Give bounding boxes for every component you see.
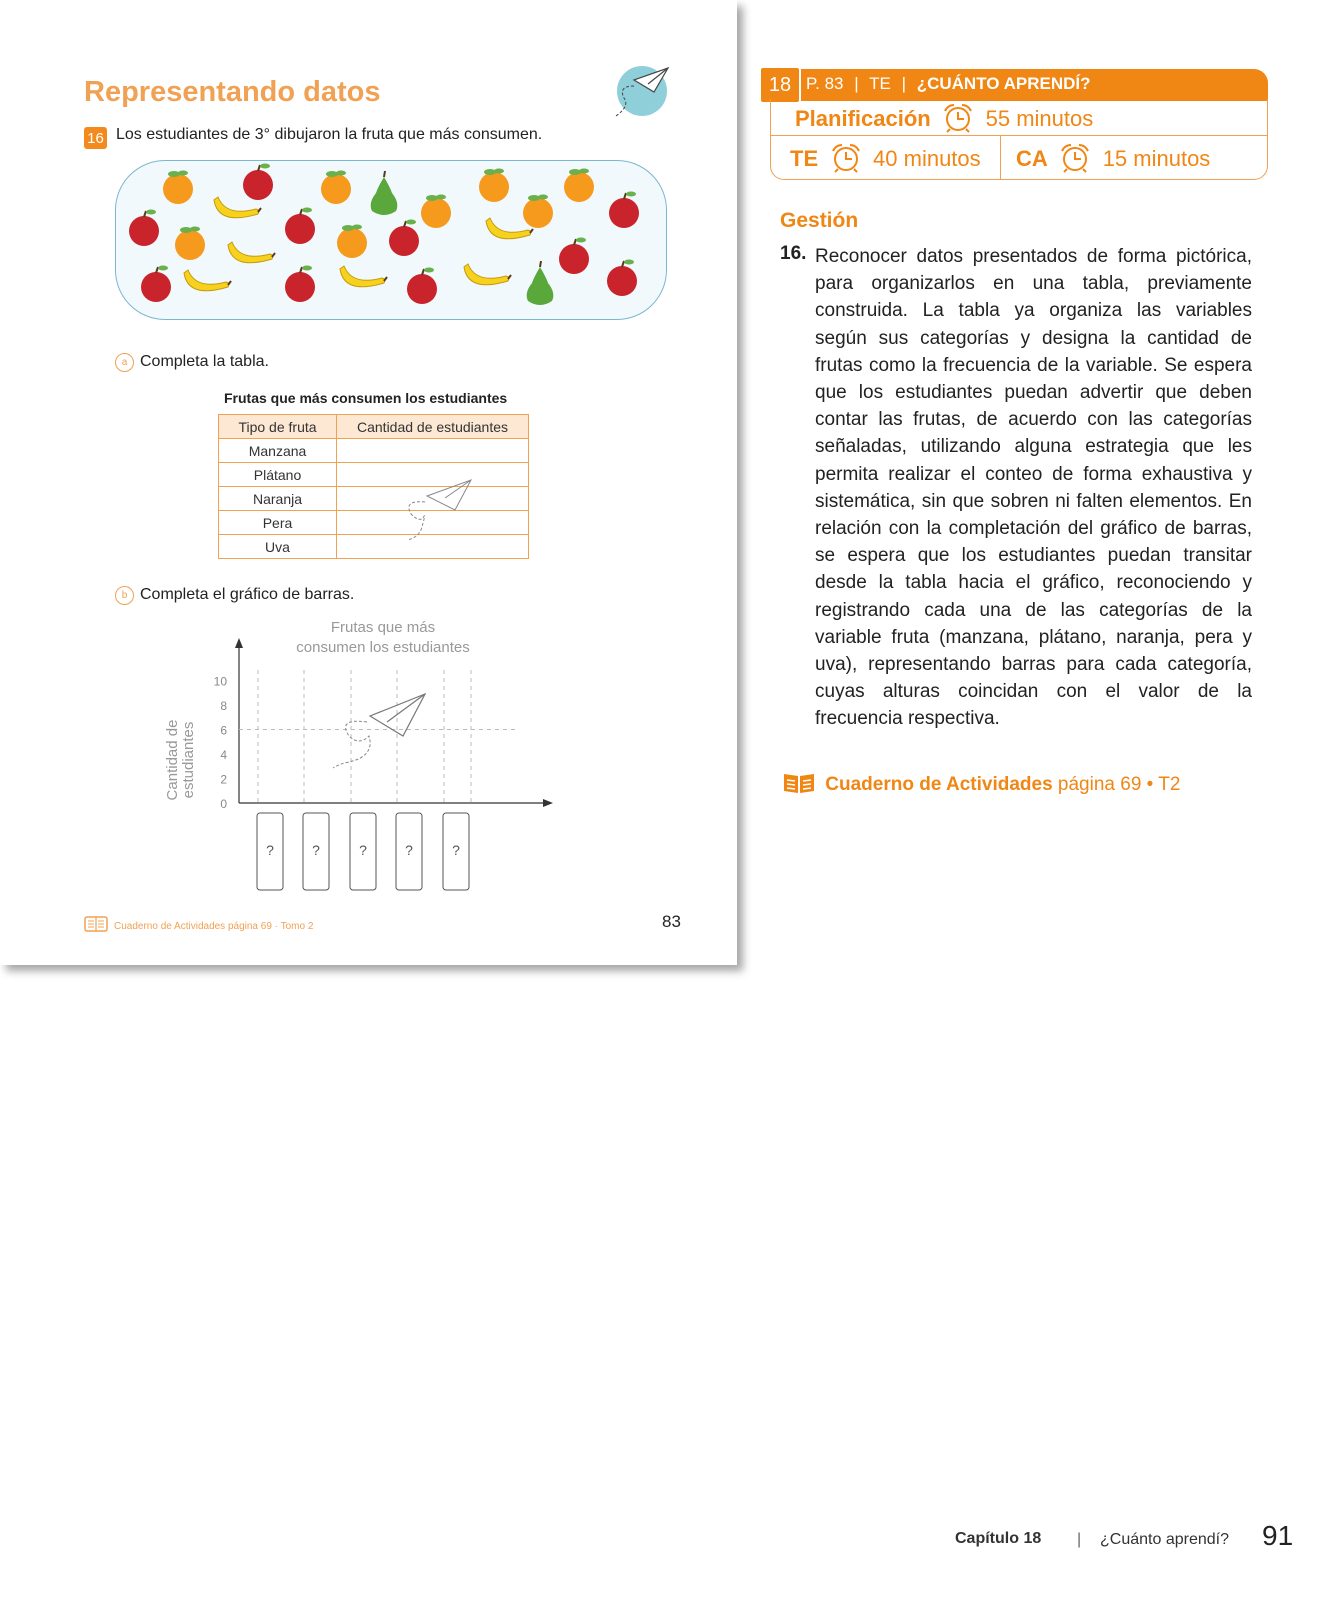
alarm-clock-icon bbox=[829, 143, 863, 173]
apple-icon bbox=[407, 268, 437, 305]
apple-icon bbox=[285, 208, 315, 245]
pear-icon bbox=[527, 261, 554, 305]
table-cell-fruit: Naranja bbox=[219, 487, 337, 511]
header-separator: | bbox=[901, 74, 906, 93]
header-title: ¿CUÁNTO APRENDÍ? bbox=[916, 74, 1091, 93]
orange-icon bbox=[523, 195, 553, 229]
chart-plane-trail bbox=[333, 721, 370, 768]
book-icon bbox=[84, 916, 108, 932]
planificacion-time: 55 minutos bbox=[985, 106, 1094, 131]
y-ticks bbox=[214, 675, 228, 812]
apple-icon bbox=[609, 192, 639, 229]
cuaderno-reference bbox=[782, 771, 1180, 796]
placeholder-mark: ? bbox=[452, 842, 460, 858]
y-tick-label: 4 bbox=[220, 748, 227, 762]
y-tick-label: 0 bbox=[220, 797, 227, 811]
table-cell-answer[interactable] bbox=[337, 439, 529, 463]
footer-subtitle: ¿Cuánto aprendí? bbox=[1100, 1531, 1229, 1548]
banana-icon bbox=[464, 264, 511, 285]
orange-icon bbox=[564, 169, 594, 203]
part-a-text: Completa la tabla. bbox=[140, 353, 269, 370]
placeholder-boxes bbox=[257, 813, 469, 890]
placeholder-mark: ? bbox=[359, 842, 367, 858]
apple-icon bbox=[141, 266, 171, 303]
chart-title-line2: consumen los estudiantes bbox=[296, 639, 470, 656]
y-tick-label: 8 bbox=[220, 699, 227, 713]
alarm-clock-icon bbox=[941, 103, 975, 133]
apple-icon bbox=[559, 238, 589, 275]
lesson-header-text bbox=[806, 74, 1091, 94]
open-book-icon bbox=[782, 771, 816, 795]
part-b-text: Completa el gráfico de barras. bbox=[140, 586, 355, 603]
planificacion-label: Planificación bbox=[795, 106, 931, 131]
banana-icon bbox=[340, 266, 387, 287]
apple-icon bbox=[389, 220, 419, 257]
alarm-clock-icon bbox=[1058, 143, 1092, 173]
apple-icon bbox=[607, 260, 637, 297]
page-number: 91 bbox=[1262, 1520, 1294, 1551]
fruit-table bbox=[218, 414, 529, 559]
header-separator: | bbox=[854, 74, 859, 93]
y-axis-arrow bbox=[235, 638, 243, 648]
student-footer-text: Cuaderno de Actividades página 69 · Tomo 2 bbox=[114, 921, 314, 932]
apple-icon bbox=[285, 266, 315, 303]
paper-plane-icon bbox=[612, 62, 674, 120]
te-label: TE bbox=[790, 146, 819, 171]
table-row bbox=[219, 463, 529, 487]
ca-row bbox=[1016, 143, 1210, 173]
orange-icon bbox=[421, 195, 451, 229]
fruit-pictograph bbox=[115, 160, 667, 320]
header-type: TE bbox=[869, 74, 891, 93]
placeholder-mark: ? bbox=[312, 842, 320, 858]
chart-ylabel-line1: Cantidad de bbox=[164, 719, 181, 801]
question-number-badge: 16 bbox=[84, 127, 107, 149]
chart-plane-fold bbox=[387, 694, 425, 722]
table-cell-fruit: Pera bbox=[219, 511, 337, 535]
cuaderno-rest: página 69 • T2 bbox=[1057, 774, 1181, 795]
placeholder-mark: ? bbox=[405, 842, 413, 858]
chart-ylabel-line2: estudiantes bbox=[180, 721, 197, 799]
table-header: Cantidad de estudiantes bbox=[337, 415, 529, 439]
y-tick-label: 10 bbox=[213, 674, 227, 689]
ca-label: CA bbox=[1016, 146, 1048, 171]
lesson-number: 18 bbox=[759, 66, 801, 104]
section-title: Representando datos bbox=[84, 76, 381, 108]
table-header: Tipo de fruta bbox=[219, 415, 337, 439]
chart-title-line1: Frutas que más bbox=[330, 619, 436, 636]
part-b-letter: b bbox=[115, 586, 134, 605]
table-title: Frutas que más consumen los estudiantes bbox=[224, 390, 508, 406]
table-header-row bbox=[219, 415, 529, 439]
orange-icon bbox=[321, 171, 351, 205]
ca-time: 15 minutos bbox=[1102, 146, 1211, 171]
banana-icon bbox=[228, 242, 275, 263]
banana-icon bbox=[214, 197, 261, 218]
planning-divider bbox=[770, 135, 1267, 136]
y-tick-label: 2 bbox=[220, 772, 227, 787]
question-text: Los estudiantes de 3° dibujaron la fruta que más consumen. bbox=[116, 126, 543, 143]
item-number: 16. bbox=[780, 243, 807, 264]
table-row bbox=[219, 487, 529, 511]
apple-icon bbox=[243, 164, 273, 201]
x-axis-arrow bbox=[543, 799, 553, 807]
fruit-illustrations bbox=[116, 161, 666, 319]
orange-icon bbox=[337, 225, 367, 259]
pear-icon bbox=[371, 171, 398, 215]
orange-icon bbox=[175, 227, 205, 261]
table-row bbox=[219, 439, 529, 463]
student-page bbox=[0, 0, 737, 965]
planning-vertical-divider bbox=[1000, 136, 1001, 180]
orange-icon bbox=[163, 171, 193, 205]
orange-icon bbox=[479, 169, 509, 203]
paper-plane-watermark-icon bbox=[405, 476, 475, 546]
footer-separator: | bbox=[1077, 1531, 1082, 1548]
te-row bbox=[790, 143, 981, 173]
table-cell-fruit: Manzana bbox=[219, 439, 337, 463]
planificacion-row bbox=[795, 103, 1093, 133]
bar-chart bbox=[155, 612, 565, 892]
table-cell-fruit: Uva bbox=[219, 535, 337, 559]
table-cell-fruit: Plátano bbox=[219, 463, 337, 487]
y-tick-label: 6 bbox=[220, 723, 227, 738]
placeholder-mark: ? bbox=[266, 842, 274, 858]
gestion-title: Gestión bbox=[780, 209, 859, 232]
chapter-label: Capítulo 18 bbox=[955, 1530, 1042, 1547]
grid-lines bbox=[239, 670, 515, 803]
apple-icon bbox=[129, 210, 159, 247]
part-a-letter: a bbox=[115, 353, 134, 372]
banana-icon bbox=[184, 270, 231, 291]
cuaderno-bold: Cuaderno de Actividades bbox=[825, 774, 1053, 795]
table-row bbox=[219, 511, 529, 535]
student-page-number: 83 bbox=[662, 912, 681, 931]
item-text: Reconocer datos presentados de forma pictórica, para organizarlos en una tabla, previamente construida. La tabla ya organiza las variables según sus categorías y designa la cantidad de frutas como la frecuencia de la variable. Se espera que los estudiantes puedan advertir que deben contar las frutas, de acuerdo con las categorías señaladas, utilizando alguna estrategia que les permita realizar el conteo de forma exhaustiva y sistemática, sin que sobren ni falten elementos. En relación con la completación del gráfico de barras, se espera que los estudiantes puedan transitar desde la tabla hacia el gráfico, reconociendo y registrando cada una de las categorías de la variable fruta (manzana, plátano, naranja, pera y uva), representando barras para cada categoría, cuyas alturas coincidan con el valor de la frecuencia respectiva. bbox=[815, 246, 1252, 730]
table-row bbox=[219, 535, 529, 559]
header-page: P. 83 bbox=[806, 74, 844, 93]
te-time: 40 minutos bbox=[873, 146, 981, 171]
